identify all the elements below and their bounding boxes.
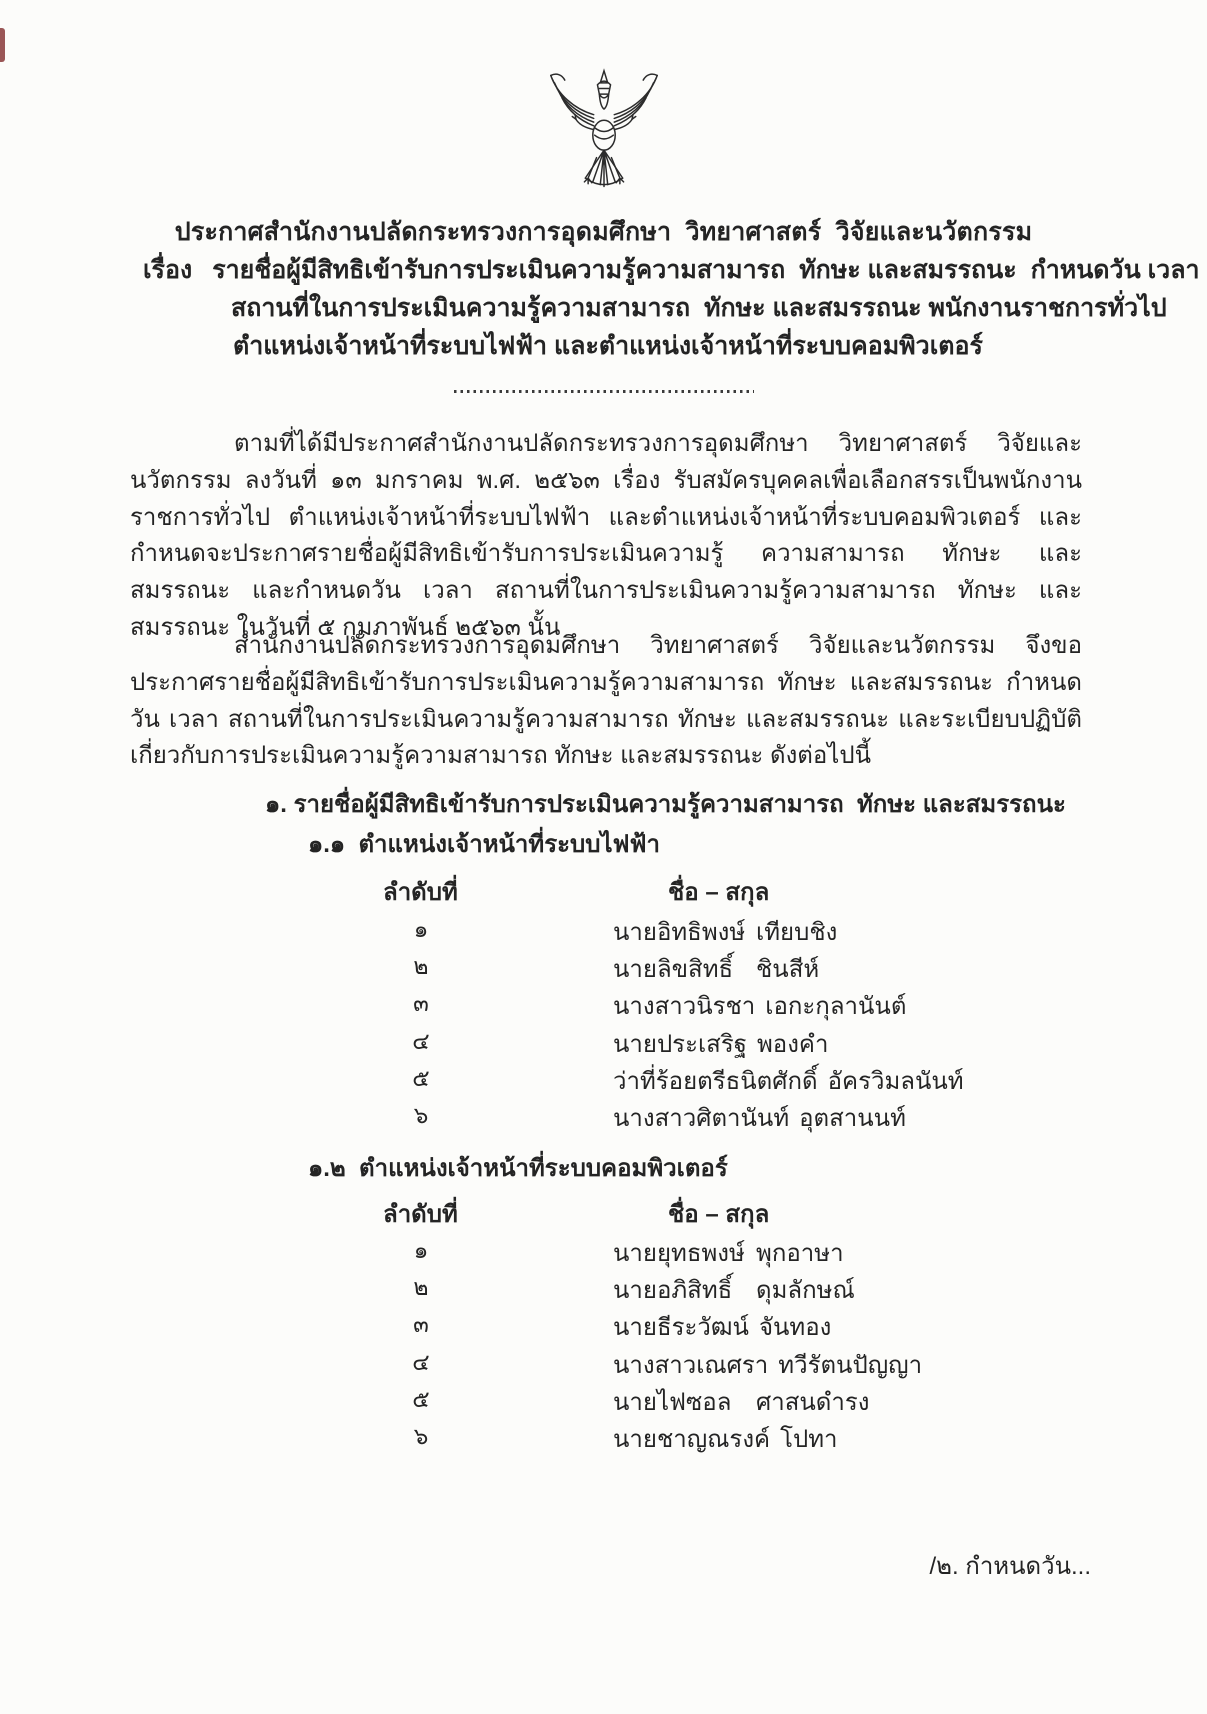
section-1-heading: ๑. รายชื่อผู้มีสิทธิเข้ารับการประเมินความรู้ความสามารถ ทักษะ และสมรรถนะ — [265, 791, 1066, 818]
row-number: ๒ — [413, 953, 429, 980]
table-row — [0, 1345, 1207, 1382]
row-number: ๔ — [412, 1348, 430, 1375]
given-name: นางสาวเณศรา — [613, 1351, 769, 1379]
electrical-candidate-table — [0, 912, 1207, 1135]
table-row — [0, 912, 1207, 949]
surname: จันทอง — [758, 1314, 832, 1342]
table-row — [0, 949, 1207, 986]
surname: เอกะกุลานันต์ — [765, 993, 907, 1021]
surname: อุตสานนท์ — [799, 1104, 906, 1132]
given-name: นายประเสริฐ — [613, 1030, 747, 1058]
row-number: ๓ — [413, 1311, 429, 1338]
surname: พองคำ — [756, 1030, 829, 1058]
given-name: ว่าที่ร้อยตรีธนิตศักดิ์ — [613, 1067, 818, 1095]
given-name: นายยุทธพงษ์ — [613, 1240, 745, 1267]
surname: ชินสีห์ — [756, 956, 820, 984]
column-header-number: ลำดับที่ — [383, 879, 458, 906]
row-number: ๑ — [413, 1237, 429, 1263]
table-row — [0, 1233, 1207, 1270]
surname: ศาสนดำรง — [756, 1388, 870, 1416]
subject-line1: รายชื่อผู้มีสิทธิเข้ารับการประเมินความรู้ความสามารถ ทักษะ และสมรรถนะ กำหนดวัน เวลา — [212, 256, 1200, 284]
given-name: นางสาวศิตานันท์ — [613, 1104, 790, 1132]
body-paragraph-1: ตามที่ได้มีประกาศสำนักงานปลัดกระทรวงการอุดมศึกษา วิทยาศาสตร์ วิจัยและนวัตกรรม ลงวันที่ ๑๓ มกราคม พ.ศ. ๒๕๖๓ เรื่อง รับสมัครบุคคลเพื่อเลือกสรรเป็นพนักงานราชการทั่วไป ตำแหน่งเจ้าหน้าที่ระบบไฟฟ้า และตำแหน่งเจ้าหน้าที่ระบบคอมพิวเตอร์ และกำหนดจะประกาศรายชื่อผู้มีสิทธิเข้ารับการประเมินความรู้ ความสามารถ ทักษะ และสมรรถนะ และกำหนดวัน เวลา สถานที่ในการประเมินความรู้ความสามารถ ทักษะ และสมรรถนะ ในวันที่ ๕ กุมภาพันธ์ ๒๕๖๓ นั้น — [130, 430, 1082, 641]
section-1-2-title: ๑.๒ ตำแหน่งเจ้าหน้าที่ระบบคอมพิวเตอร์ — [308, 1155, 728, 1182]
candidate-name — [613, 1345, 922, 1384]
table-row — [0, 1024, 1207, 1061]
subject-line3: ตำแหน่งเจ้าหน้าที่ระบบไฟฟ้า และตำแหน่งเจ้าหน้าที่ระบบคอมพิวเตอร์ — [233, 332, 983, 360]
body-paragraph-2: สำนักงานปลัดกระทรวงการอุดมศึกษา วิทยาศาสตร์ วิจัยและนวัตกรรม จึงขอประกาศรายชื่อผู้มีสิทธิเข้ารับการประเมินความรู้ความสามารถ ทักษะ และสมรรถนะ กำหนดวัน เวลา สถานที่ในการประเมินความรู้ความสามารถ ทักษะ และสมรรถนะ และระเบียบปฏิบัติเกี่ยวกับการประเมินความรู้ความสามารถ ทักษะ และสมรรถนะ ดังต่อไปนี้ — [130, 632, 1082, 770]
row-number: ๒ — [413, 1274, 429, 1301]
electrical-table-header — [0, 872, 1207, 908]
computer-table-header — [0, 1194, 1207, 1230]
subject-row — [143, 250, 1200, 290]
garuda-emblem-svg — [529, 68, 679, 208]
table-row — [0, 1419, 1207, 1456]
row-number: ๔ — [412, 1027, 430, 1054]
candidate-name — [613, 949, 819, 988]
candidate-name — [613, 1270, 855, 1309]
table-row — [0, 986, 1207, 1023]
given-name: นายไฟซอล — [613, 1388, 732, 1416]
candidate-name — [613, 1307, 831, 1346]
row-number: ๕ — [412, 1385, 430, 1412]
column-header-name: ชื่อ – สกุล — [668, 879, 770, 906]
surname: อัครวิมลนันท์ — [827, 1067, 964, 1095]
section-1-1-title: ๑.๑ ตำแหน่งเจ้าหน้าที่ระบบไฟฟ้า — [308, 831, 660, 858]
table-row — [0, 1270, 1207, 1307]
surname: ดุมลักษณ์ — [756, 1277, 855, 1305]
given-name: นายชาญณรงค์ — [613, 1425, 771, 1453]
table-row — [0, 1098, 1207, 1135]
continuation-note: /๒. กำหนดวัน... — [929, 1553, 1091, 1580]
announcement-title: ประกาศสำนักงานปลัดกระทรวงการอุดมศึกษา วิทยาศาสตร์ วิจัยและนวัตกรรม — [174, 218, 1033, 246]
surname: พุกอาษา — [756, 1240, 844, 1267]
row-number: ๖ — [413, 1101, 429, 1128]
candidate-name — [613, 912, 837, 951]
computer-candidate-table — [0, 1233, 1207, 1456]
row-number: ๕ — [412, 1064, 430, 1091]
subject-label: เรื่อง — [143, 256, 193, 284]
given-name: นายธีระวัฒน์ — [613, 1314, 749, 1342]
candidate-name — [613, 986, 906, 1025]
candidate-name — [613, 1024, 828, 1063]
dotted-separator — [454, 390, 754, 393]
garuda-emblem — [529, 68, 679, 213]
scan-artifact — [0, 28, 5, 62]
given-name: นายอิทธิพงษ์ — [613, 919, 746, 946]
subject-line2: สถานที่ในการประเมินความรู้ความสามารถ ทักษะ และสมรรถนะ พนักงานราชการทั่วไป — [231, 294, 1167, 322]
table-row — [0, 1307, 1207, 1344]
given-name: นางสาวนิรชา — [613, 993, 756, 1021]
table-row — [0, 1382, 1207, 1419]
column-header-number: ลำดับที่ — [383, 1201, 458, 1228]
column-header-name: ชื่อ – สกุล — [668, 1201, 770, 1228]
surname: ทวีรัตนปัญญา — [778, 1351, 923, 1379]
given-name: นายลิขสิทธิ์ — [613, 956, 734, 984]
table-row — [0, 1061, 1207, 1098]
row-number: ๖ — [413, 1422, 429, 1449]
candidate-name — [613, 1061, 964, 1100]
candidate-name — [613, 1098, 906, 1137]
candidate-name — [613, 1233, 844, 1272]
candidate-name — [613, 1419, 838, 1458]
row-number: ๑ — [413, 916, 429, 942]
candidate-name — [613, 1382, 869, 1421]
surname: โปทา — [780, 1425, 838, 1453]
given-name: นายอภิสิทธิ์ — [613, 1277, 733, 1305]
row-number: ๓ — [413, 990, 429, 1017]
surname: เทียบชิง — [756, 919, 838, 946]
